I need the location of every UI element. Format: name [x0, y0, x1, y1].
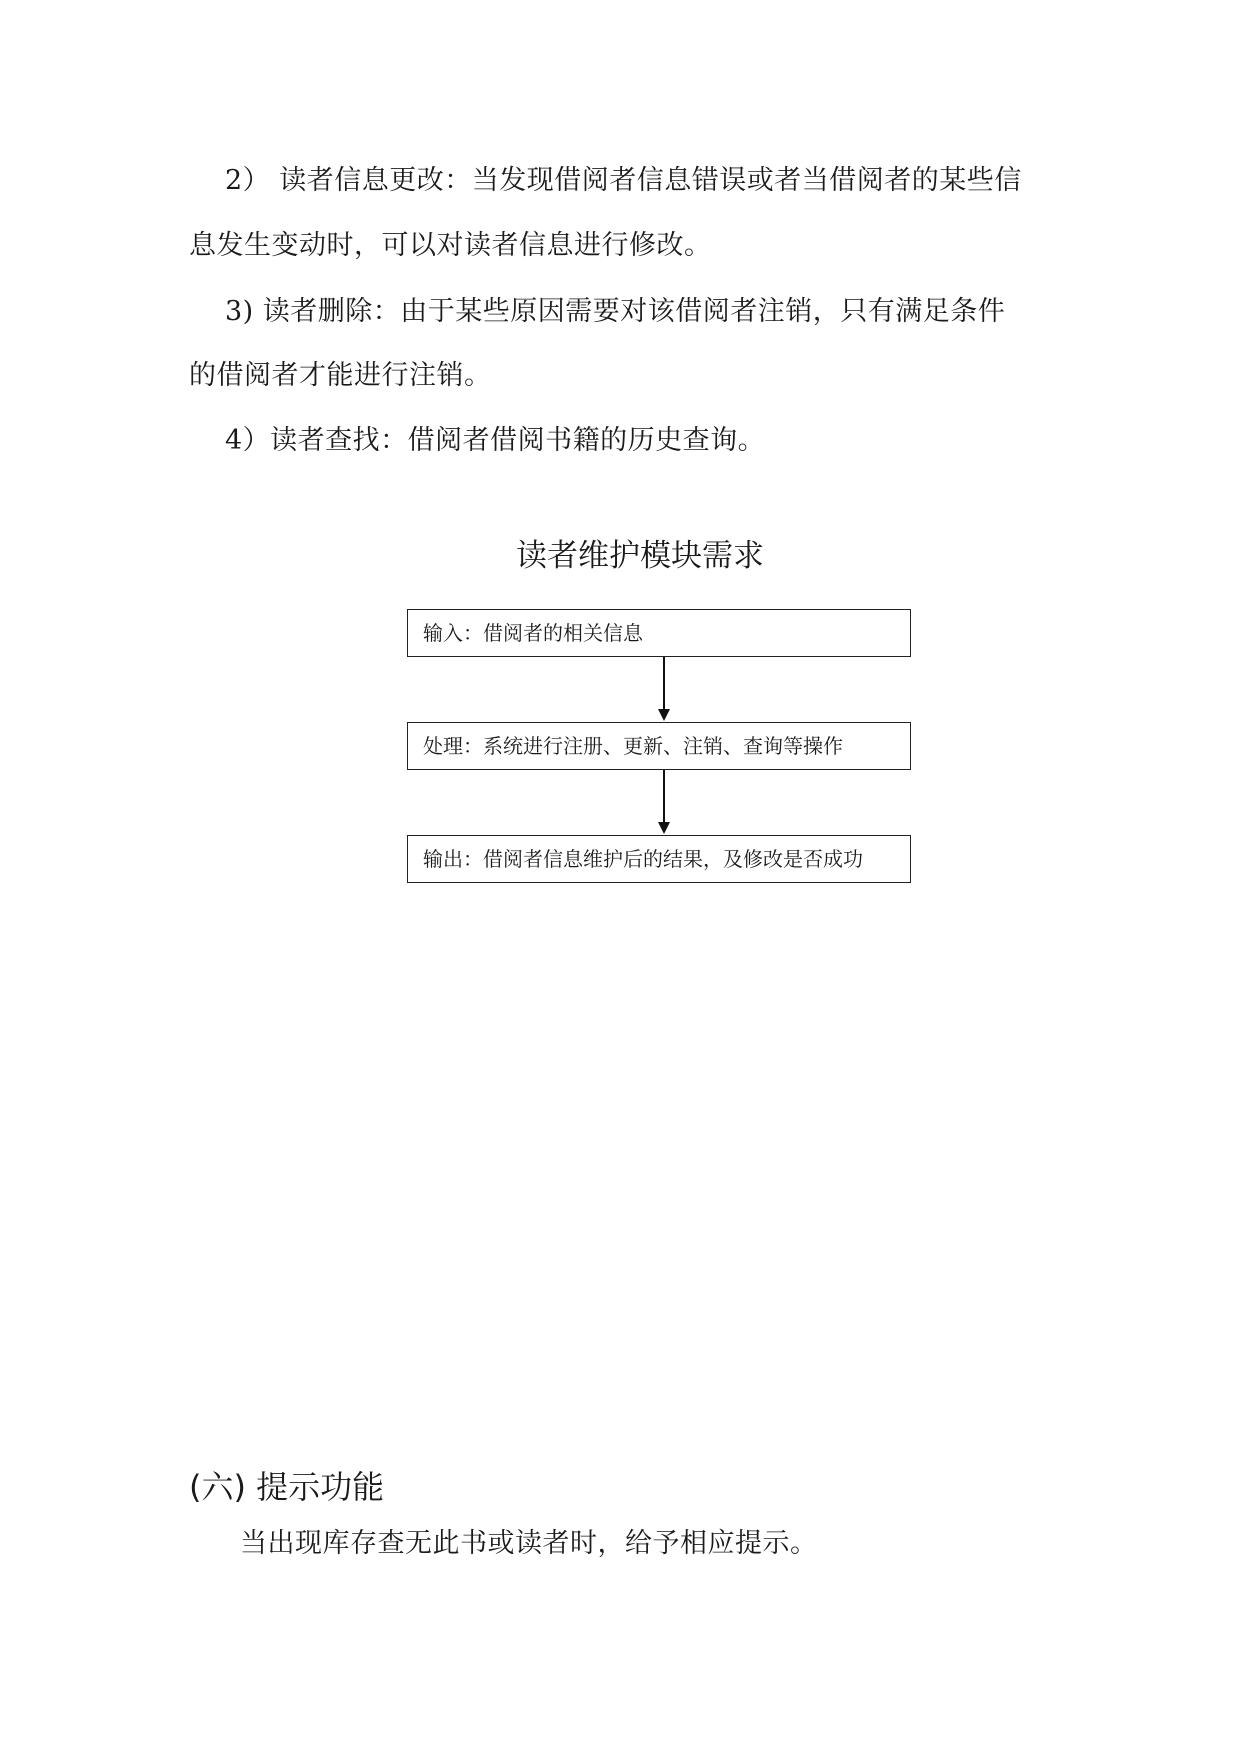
- section-heading: (六) 提示功能: [189, 1468, 385, 1506]
- flow-box-process: 处理：系统进行注册、更新、注销、查询等操作: [407, 722, 911, 770]
- flow-box-input: 输入：借阅者的相关信息: [407, 609, 911, 657]
- paragraph-item2-line1: 2） 读者信息更改：当发现借阅者信息错误或者当借阅者的某些信: [225, 165, 1022, 196]
- flow-arrow-2: [658, 770, 670, 835]
- flow-arrow-1: [658, 657, 670, 722]
- arrowhead-icon: [658, 709, 670, 721]
- paragraph-item3-line1: 3) 读者删除：由于某些原因需要对该借阅者注销，只有满足条件: [225, 296, 1006, 327]
- paragraph-item3-line2: 的借阅者才能进行注销。: [189, 360, 492, 391]
- arrowhead-icon: [658, 822, 670, 834]
- arrow-shaft: [663, 770, 665, 823]
- paragraph-item2-line2: 息发生变动时，可以对读者信息进行修改。: [189, 230, 712, 261]
- paragraph-item4: 4）读者查找：借阅者借阅书籍的历史查询。: [225, 425, 766, 456]
- arrow-shaft: [663, 657, 665, 710]
- section-body: 当出现库存查无此书或读者时，给予相应提示。: [240, 1528, 818, 1559]
- flow-box-output: 输出：借阅者信息维护后的结果，及修改是否成功: [407, 835, 911, 883]
- diagram-title: 读者维护模块需求: [516, 538, 764, 574]
